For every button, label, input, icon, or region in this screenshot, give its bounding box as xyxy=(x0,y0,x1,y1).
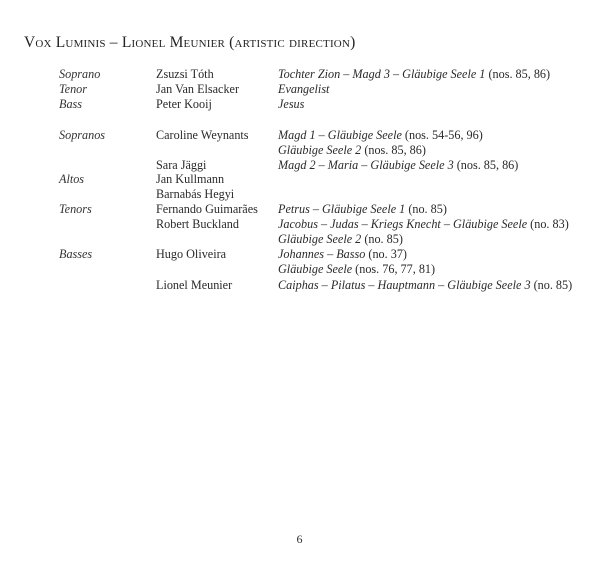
singer-name: Barnabás Hegyi xyxy=(156,187,235,201)
singer-name: Peter Kooij xyxy=(156,97,212,111)
singer-name: Jan Kullmann xyxy=(156,172,225,186)
voice-part: Basses xyxy=(59,247,93,261)
role-numbers: (no. 85) xyxy=(405,202,447,216)
singer-name: Fernando Guimarães xyxy=(156,202,258,216)
singer-name: Jan Van Elsacker xyxy=(156,82,240,96)
cast-row xyxy=(0,81,599,97)
singer-name: Robert Buckland xyxy=(156,217,239,231)
cast-row xyxy=(0,186,599,202)
role-name: Johannes – Basso xyxy=(278,247,366,261)
role-numbers: (no. 85) xyxy=(361,232,403,246)
singer-name: Zsuzsi Tóth xyxy=(156,67,214,81)
role-text xyxy=(278,127,483,143)
page-title: Vox Luminis – Lionel Meunier (artistic direction) xyxy=(24,34,356,51)
role-text xyxy=(278,142,426,158)
cast-row xyxy=(0,171,599,187)
cast-row xyxy=(0,127,599,143)
role-text xyxy=(278,66,550,82)
role-text xyxy=(278,216,569,232)
role-name: Gläubige Seele 2 xyxy=(278,143,362,157)
role-text xyxy=(278,277,572,293)
role-name: Caiphas – Pilatus – Hauptmann – Gläubige Seele 3 xyxy=(278,278,531,292)
role-name: Magd 2 – Maria – Gläubige Seele 3 xyxy=(278,158,454,172)
role-name: Tochter Zion – Magd 3 – Gläubige Seele 1 xyxy=(278,67,486,81)
voice-part: Soprano xyxy=(59,67,101,81)
voice-part: Altos xyxy=(59,172,85,186)
role-name: Evangelist xyxy=(278,82,330,96)
role-name: Gläubige Seele xyxy=(278,262,353,276)
role-numbers: (nos. 85, 86) xyxy=(453,158,519,172)
voice-part: Tenor xyxy=(59,82,87,96)
cast-row xyxy=(0,246,599,262)
role-text xyxy=(278,261,435,277)
role-name: Jesus xyxy=(278,97,305,111)
role-numbers: (nos. 54-56, 96) xyxy=(401,128,483,142)
role-text xyxy=(278,96,304,112)
role-text xyxy=(278,231,403,247)
singer-name: Lionel Meunier xyxy=(156,278,233,292)
cast-row xyxy=(0,277,599,293)
role-numbers: (no. 83) xyxy=(527,217,569,231)
singer-name: Sara Jäggi xyxy=(156,158,207,172)
cast-row xyxy=(0,201,599,217)
voice-part: Bass xyxy=(59,97,83,111)
role-name: Magd 1 – Gläubige Seele xyxy=(278,128,402,142)
cast-row xyxy=(0,66,599,82)
role-name: Jacobus – Judas – Kriegs Knecht – Gläubige Seele xyxy=(278,217,528,231)
role-name: Petrus – Gläubige Seele 1 xyxy=(278,202,406,216)
page-number: 6 xyxy=(296,532,303,546)
cast-row xyxy=(0,231,599,247)
cast-row xyxy=(0,142,599,158)
role-text xyxy=(278,81,329,97)
voice-part: Sopranos xyxy=(59,128,106,142)
singer-name: Caroline Weynants xyxy=(156,128,249,142)
role-numbers: (nos. 85, 86) xyxy=(485,67,551,81)
role-numbers: (no. 37) xyxy=(365,247,407,261)
cast-row xyxy=(0,216,599,232)
role-name: Gläubige Seele 2 xyxy=(278,232,362,246)
role-text xyxy=(278,246,407,262)
role-text xyxy=(278,201,447,217)
voice-part: Tenors xyxy=(59,202,92,216)
cast-row xyxy=(0,96,599,112)
role-numbers: (nos. 85, 86) xyxy=(361,143,426,157)
role-numbers: (nos. 76, 77, 81) xyxy=(352,262,436,276)
role-numbers: (no. 85) xyxy=(530,278,573,292)
cast-row xyxy=(0,261,599,277)
singer-name: Hugo Oliveira xyxy=(156,247,227,261)
